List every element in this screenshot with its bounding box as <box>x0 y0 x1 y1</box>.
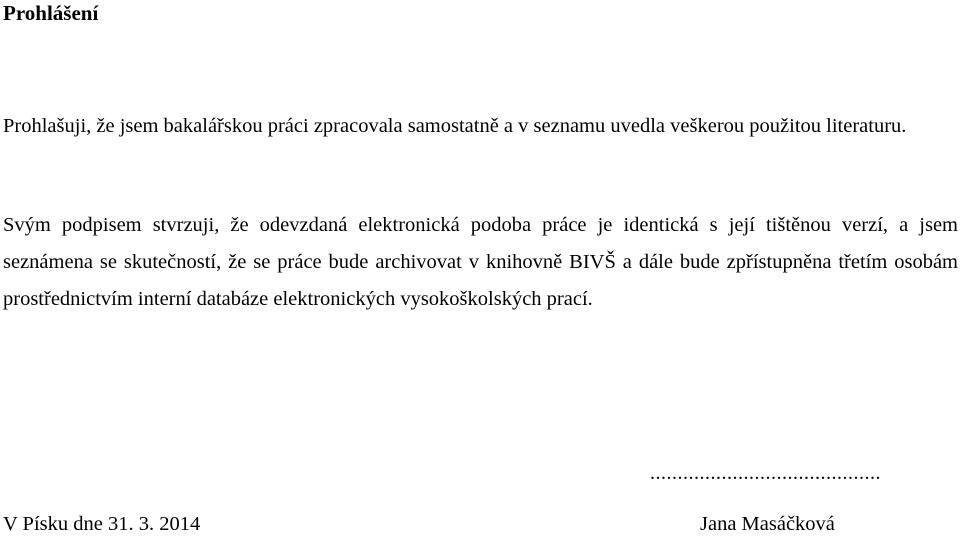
declaration-paragraph-electronic-copy: Svým podpisem stvrzuji, že odevzdaná elektronická podoba práce je identická s její tištěnou verzí, a jsem seznámena se skutečností, že se práce bude archivovat v knihovně BIVŠ a dále bude zpřístupněna třetím osobám prostřednictvím interní databáze elektronických vysokoškolských prací. <box>3 214 958 310</box>
signature-line: .......................................... <box>650 462 881 484</box>
place-and-date: V Písku dne 31. 3. 2014 <box>3 513 201 535</box>
signer-name: Jana Masáčková <box>700 513 835 535</box>
declaration-paragraph-authorship: Prohlašuji, že jsem bakalářskou práci zpracovala samostatně a v seznamu uvedla veškerou použitou literaturu. <box>3 115 907 137</box>
page-title: Prohlášení <box>3 1 99 25</box>
